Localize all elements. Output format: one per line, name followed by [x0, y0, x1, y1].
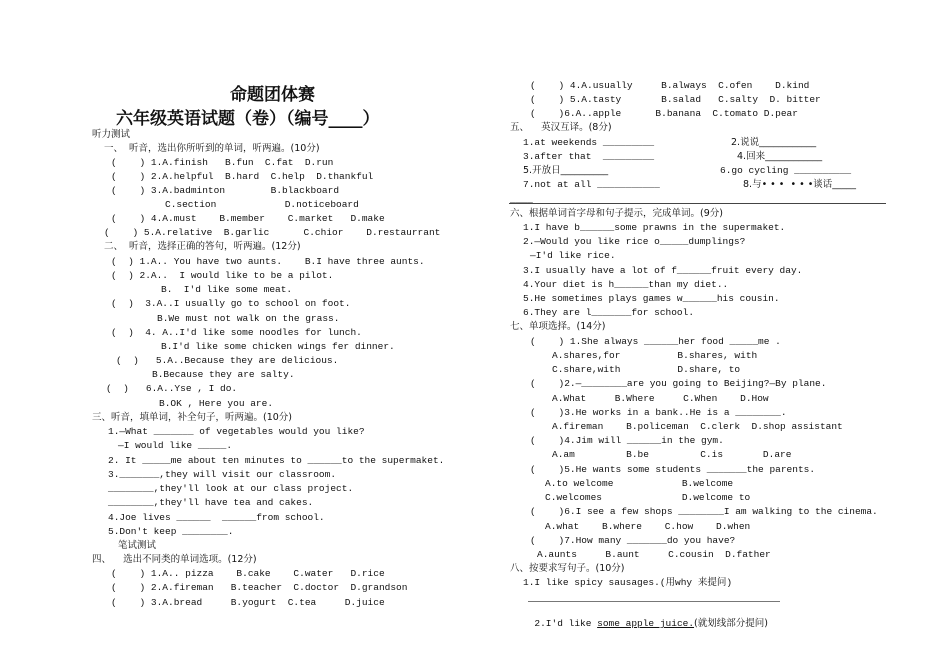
question-line: ( ) 2.A.fireman B.teacher C.doctor D.grandson [111, 582, 408, 593]
question-line: ( )7.How many _______do you have? [530, 535, 736, 546]
section-heading: 六、根据单词首字母和句子提示，完成单词。(9分) [510, 208, 723, 219]
question-line: ( )5.He wants some students _______the parents. [530, 464, 816, 475]
section-heading: 三、听音，填单词，补全句子，听两遍。(10分) [92, 412, 293, 423]
question-line: ( ) 1.A.finish B.fun C.fat D.run [111, 157, 334, 168]
divider-line [509, 203, 886, 204]
section-heading: 五、 英汉互译。(8分) [510, 122, 612, 133]
answer-line [528, 601, 780, 602]
section-heading: 8.与• • • • • •谈话_____ [743, 179, 857, 190]
question-line: B. I'd like some meat. [161, 284, 293, 295]
question-line: ( ) 1.A.. You have two aunts. B.I have three aunts. [111, 256, 425, 267]
question-line: 1.I have b______some prawns in the supermaket. [523, 222, 786, 233]
question-line: ( ) 3.A..I usually go to school on foot. [111, 298, 351, 309]
question-line: A.to welcome B.welcome [545, 478, 734, 489]
question-line: ( ) 6.A..Yse , I do. [106, 383, 238, 394]
question-line: B.I'd like some chicken wings fer dinner. [161, 341, 395, 352]
question-line: —I'd like rice. [530, 250, 616, 261]
question-line: ____ [510, 194, 533, 205]
question-line: 7.not at all ___________ [523, 179, 660, 190]
question-line: ( ) 4.A.usually B.always C.ofen D.kind [530, 80, 810, 91]
question-line: ( ) 3.A.bread B.yogurt C.tea D.juice [111, 597, 385, 608]
question-line: 2.—Would you like rice o_____dumplings? [523, 236, 746, 247]
exam-title: 命题团体赛 [230, 85, 315, 105]
question-line: ( ) 5.A..Because they are delicious. [116, 355, 339, 366]
section-heading: 5.开放日__________ [523, 165, 609, 176]
question-line: A.shares,for B.shares, with [552, 350, 758, 361]
question-line: ( ) 1.A.. pizza B.cake C.water D.rice [111, 568, 385, 579]
question-line: ( ) 5.A.relative B.garlic C.chior D.restaurrant [104, 227, 441, 238]
section-heading: 八、按要求写句子。(10分) [510, 563, 625, 574]
q8-2-prefix: 2.I'd like [534, 618, 598, 629]
question-line: A.aunts B.aunt C.cousin D.father [537, 549, 771, 560]
question-line: A.what B.where C.how D.when [545, 521, 751, 532]
question-line: A.What B.Where C.When D.How [552, 393, 769, 404]
section-heading: 二、 听音，选择正确的答句，听两遍。(12分) [104, 241, 301, 252]
question-line: 6.They are l_______for school. [523, 307, 695, 318]
q8-2-underlined: some apple juice. [597, 618, 695, 629]
question-line: 2. It _____me about ten minutes to ______to the supermaket. [108, 455, 445, 466]
question-line: ( ) 1.She always ______her food _____me . [530, 336, 781, 347]
question-line: 4.Your diet is h______than my diet.. [523, 279, 729, 290]
question-line: B.Because they are salty. [152, 369, 295, 380]
question-line: 3.after that _________ [523, 151, 655, 162]
question-line: ( )3.He works in a bank..He is a ________. [530, 407, 787, 418]
section-heading: 四、 选出不同类的单词选项。(12分) [92, 554, 257, 565]
section-heading: 4.回来____________ [737, 151, 823, 162]
question-line: 5.He sometimes plays games w______his cousin. [523, 293, 780, 304]
question-line: C.section D.noticeboard [165, 199, 359, 210]
question-line: C.welcomes D.welcome to [545, 492, 751, 503]
q8-2-suffix: (就划线部分提问) [694, 618, 768, 629]
section-heading: 听力测试 [92, 129, 131, 140]
question-line: 3.I usually have a lot of f______fruit every day. [523, 265, 803, 276]
question-line: ( ) 4.A.must B.member C.market D.make [111, 213, 385, 224]
question-line: 5.Don't keep ________. [108, 526, 234, 537]
question-line: ( ) 3.A.badminton B.blackboard [111, 185, 340, 196]
question-line: ( )6.I see a few shops ________I am walking to the cinema. [530, 506, 878, 517]
question-line: 3._______,they will visit our classroom. [108, 469, 337, 480]
question-line: —I would like _____. [118, 440, 233, 451]
question-line: 6.go cycling __________ [720, 165, 852, 176]
question-line: 1.I like spicy sausages.(用why 来提问) [523, 577, 733, 588]
question-line: ( )4.Jim will ______in the gym. [530, 435, 724, 446]
question-line: ________,they'll have tea and cakes. [108, 497, 314, 508]
question-line: A.am B.be C.is D.are [552, 449, 792, 460]
question-line: C.share,with D.share, to [552, 364, 741, 375]
question-line: A.fireman B.policeman C.clerk D.shop assistant [552, 421, 843, 432]
question-line: ________,they'll look at our class project. [108, 483, 354, 494]
question-line: ( ) 5.A.tasty B.salad C.salty D. bitter [530, 94, 821, 105]
section-heading: 一、 听音，选出你所听到的单词，听两遍。(10分) [104, 143, 320, 154]
question-line: ( )2.—________are you going to Beijing?—By plane. [530, 378, 827, 389]
question-line: ( ) 4. A..I'd like some noodles for lunch. [111, 327, 362, 338]
question-line: B.OK , Here you are. [159, 398, 274, 409]
question-line: 4.Joe lives ______ ______from school. [108, 512, 325, 523]
question-line: 1.at weekends _________ [523, 137, 655, 148]
question-8-2 [523, 606, 768, 630]
question-line: B.We must not walk on the grass. [157, 313, 340, 324]
question-line: 1.—What _______ of vegetables would you like? [108, 426, 365, 437]
question-line: ( ) 2.A.helpful B.hard C.help D.thankful [111, 171, 374, 182]
section-heading: 笔试测试 [118, 540, 157, 551]
question-line: ( ) 2.A.. I would like to be a pilot. [111, 270, 334, 281]
section-heading: 2.说说____________ [731, 137, 817, 148]
exam-subtitle: 六年级英语试题（卷）（编号____） [116, 109, 380, 129]
section-heading: 七、单项选择。(14分) [510, 321, 606, 332]
question-line: ( )6.A..apple B.banana C.tomato D.pear [530, 108, 798, 119]
